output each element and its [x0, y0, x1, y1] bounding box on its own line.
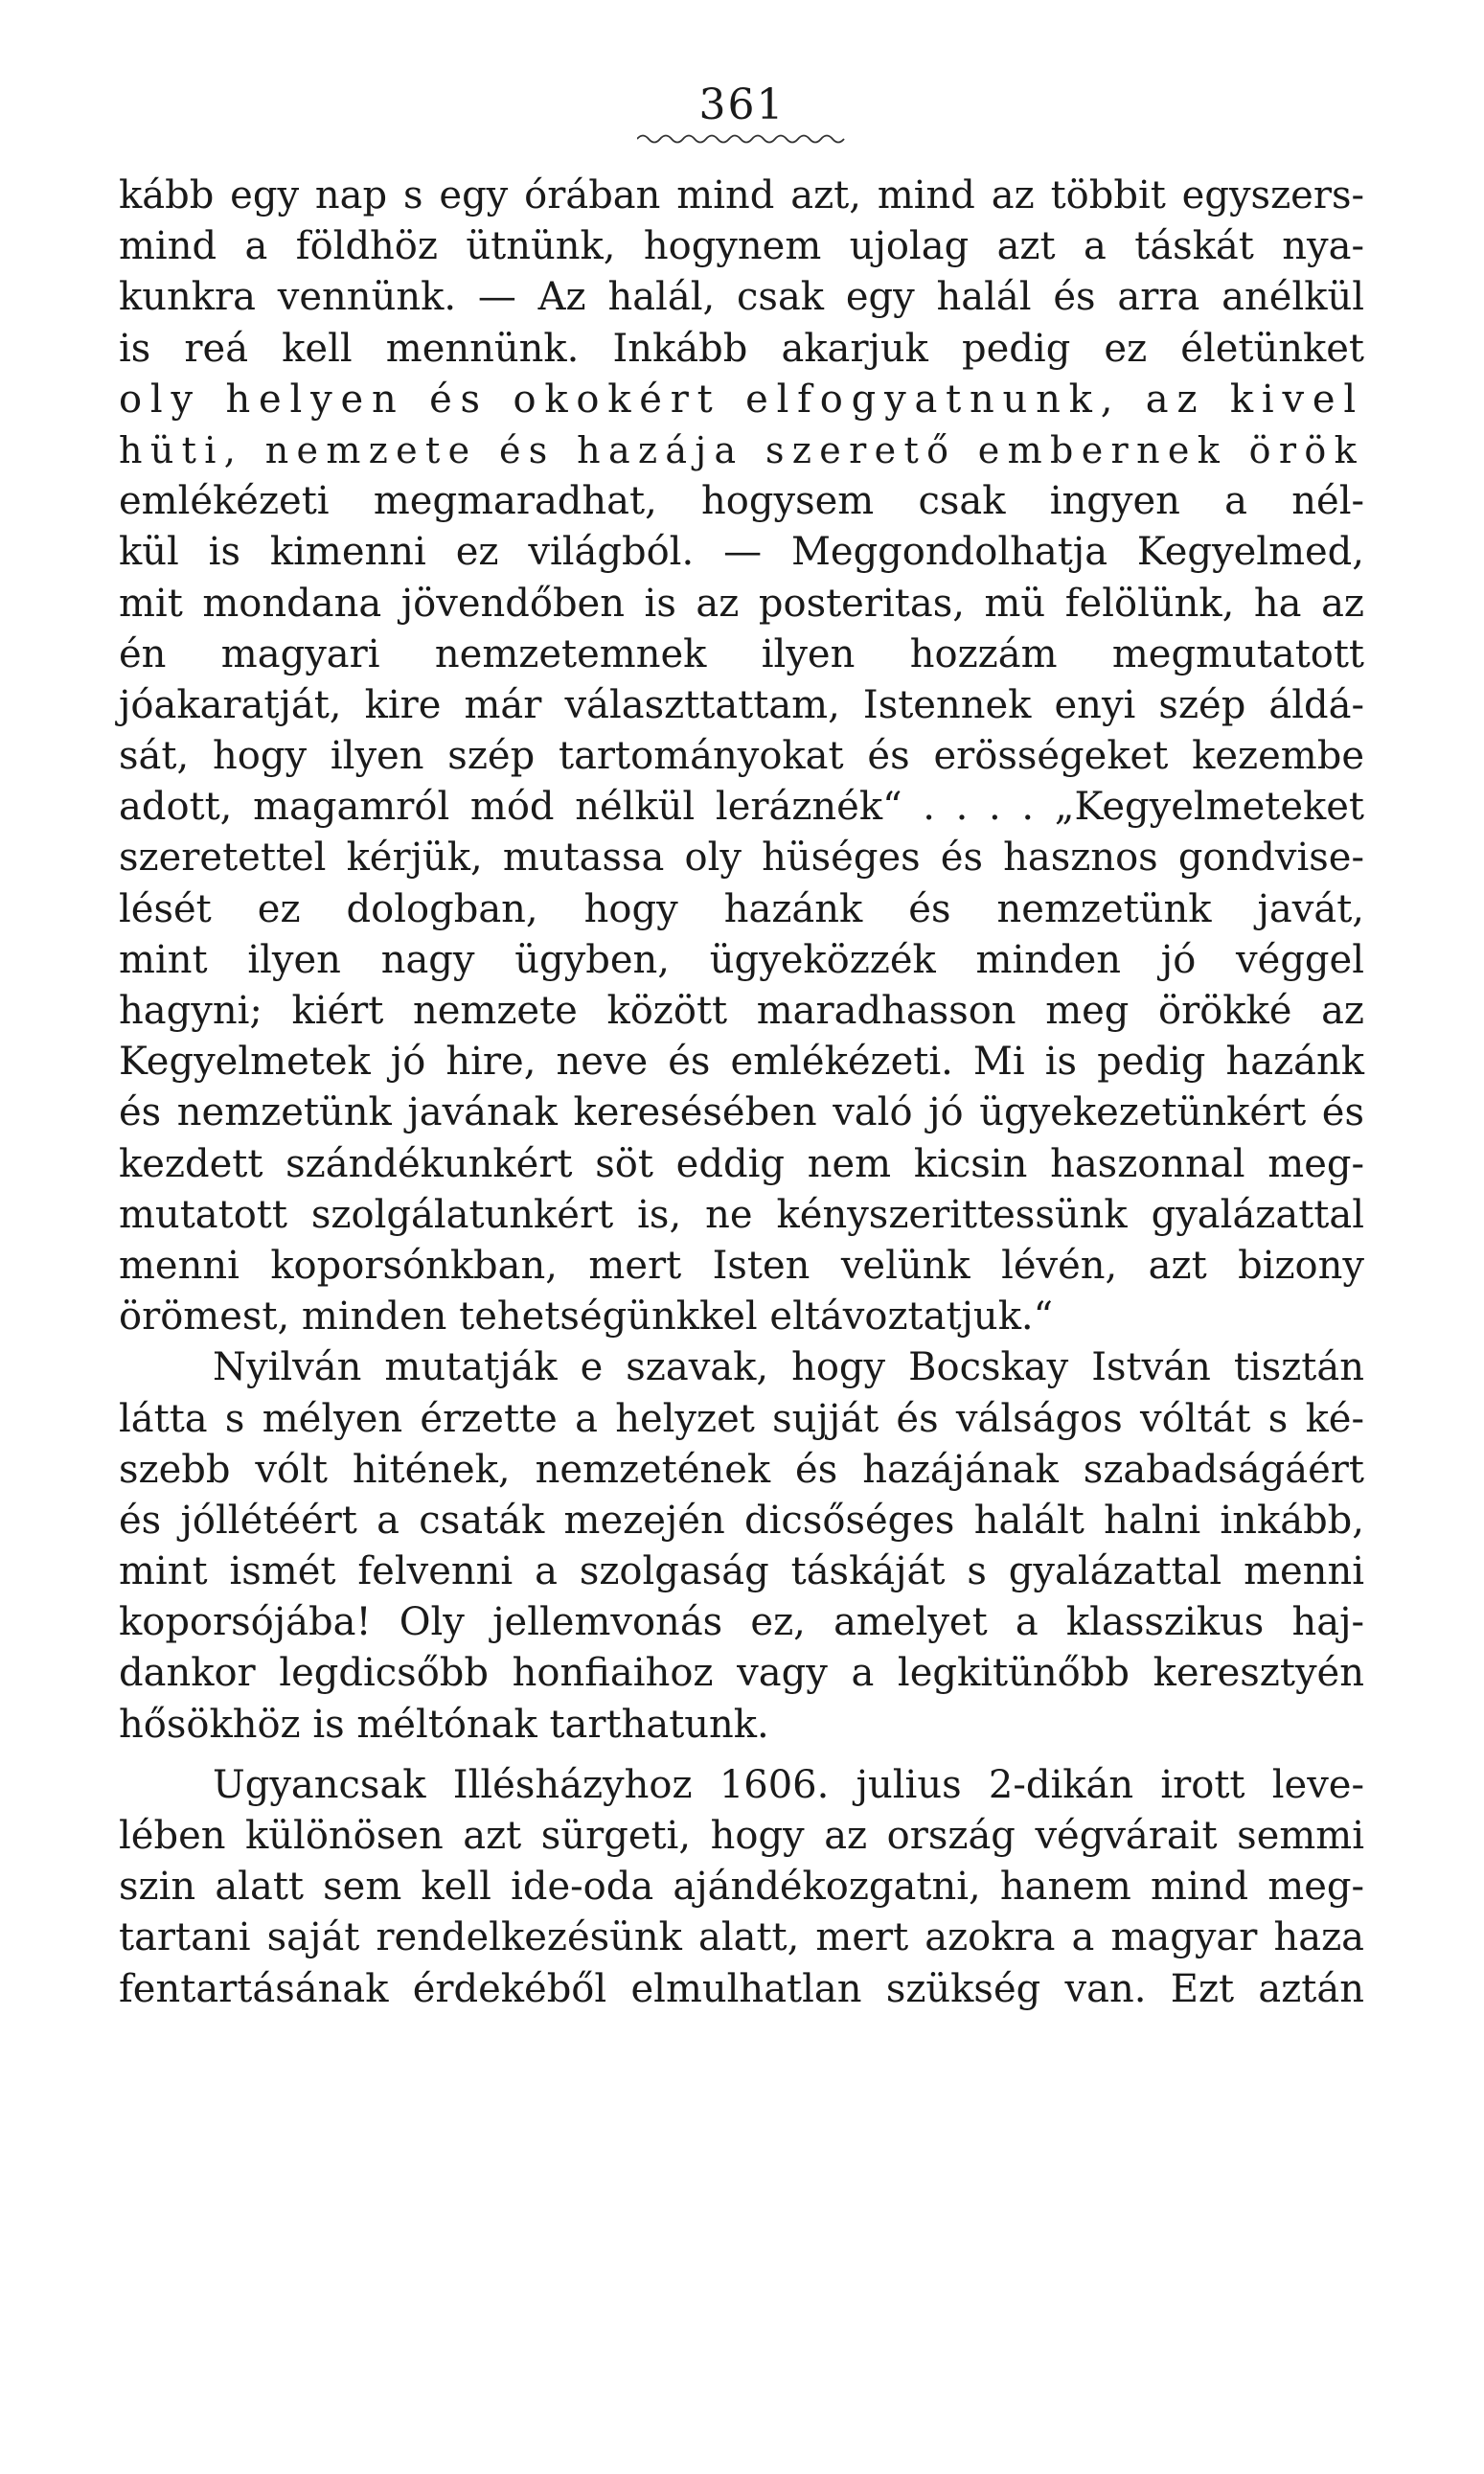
text-line: hősökhöz is méltónak tarthatunk. [119, 1702, 769, 1747]
text-line: fentartásának érdekéből elmulhatlan szükség van. Ezt aztán [119, 1966, 1364, 2011]
paragraph [119, 1342, 1364, 1751]
text-line: Ugyancsak Illésházyhoz 1606. julius 2-dikán irott leve- [213, 1762, 1364, 1807]
text-line: Nyilván mutatják e szavak, hogy Bocskay István tisztán [213, 1345, 1364, 1390]
text-line: szebb vólt hitének, nemzetének és hazájának szabadságáért [119, 1447, 1364, 1492]
text-line: is reá kell mennünk. Inkább akarjuk pedig ez életünket [119, 326, 1364, 371]
text-line: szin alatt sem kell ide-oda ajándékozgatni, hanem mind meg- [119, 1865, 1364, 1910]
text-line: örömest, minden tehetségünkkel eltávoztatjuk.“ [119, 1294, 1054, 1340]
page-number-ornament [637, 132, 847, 146]
text-line: dankor legdicsőbb honfiaihoz vagy a legkitünőbb keresztyén [119, 1651, 1364, 1696]
text-line: Kegyelmetek jó hire, neve és emlékézeti. Mi is pedig hazánk [119, 1040, 1364, 1085]
text-line: adott, magamról mód nélkül leráznék“ . . . . „Kegyelmeteket [119, 785, 1364, 830]
text-line: mit mondana jövendőben is az posteritas, mü felölünk, ha az [119, 581, 1364, 626]
text-line: lében különösen azt sürgeti, hogy az ország végvárait semmi [119, 1814, 1364, 1858]
text-line: kül is kimenni ez világból. — Meggondolhatja Kegyelmed, [119, 530, 1364, 575]
text-line: tartani saját rendelkezésünk alatt, mert azokra a magyar haza [119, 1915, 1364, 1960]
paragraph [119, 171, 1364, 1342]
text-line: kezdett szándékunkért söt eddig nem kicsin haszonnal meg- [119, 1141, 1364, 1186]
text-line: mint ismét felvenni a szolgaság táskáját s gyalázattal menni [119, 1549, 1364, 1594]
text-line: sát, hogy ilyen szép tartományokat és erösségeket kezembe [119, 734, 1364, 779]
text-line: szeretettel kérjük, mutassa oly hüséges és hasznos gondvise- [119, 836, 1364, 881]
text-line: mutatott szolgálatunkért is, ne kényszerittessünk gyalázattal [119, 1192, 1364, 1237]
text-line: koporsójába! Oly jellemvonás ez, amelyet a klasszikus haj- [119, 1600, 1364, 1645]
text-line: hüti, nemzete és hazája szerető embernek örök [119, 428, 1364, 471]
text-line: én magyari nemzetemnek ilyen hozzám megmutatott [119, 631, 1364, 676]
text-line: és nemzetünk javának keresésében való jó ügyekezetünkért és [119, 1090, 1364, 1135]
paragraph [119, 1760, 1364, 2015]
text-line: mint ilyen nagy ügyben, ügyeközzék minden jó véggel [119, 937, 1364, 982]
text-line: kább egy nap s egy órában mind azt, mind az többit egyszers- [119, 173, 1364, 218]
text-line: hagyni; kiért nemzete között maradhasson meg örökké az [119, 989, 1364, 1033]
text-line: lését ez dologban, hogy hazánk és nemzetünk javát, [119, 886, 1364, 931]
text-line: és jóllétéért a csaták mezején dicsőséges halált halni inkább, [119, 1498, 1364, 1543]
text-line: emlékézeti megmaradhat, hogysem csak ingyen a nél- [119, 479, 1364, 524]
text-line: kunkra vennünk. — Az halál, csak egy halál és arra anélkül [119, 275, 1364, 320]
text-line: jóakaratját, kire már választtattam, Istennek enyi szép áldá- [119, 682, 1364, 727]
text-line: menni koporsónkban, mert Isten velünk lévén, azt bizony [119, 1243, 1364, 1288]
text-line: mind a földhöz ütnünk, hogynem ujolag azt a táskát nya- [119, 224, 1364, 269]
text-line: látta s mélyen érzette a helyzet sujját és válságos vóltát s ké- [119, 1396, 1364, 1441]
text-line: oly helyen és okokért elfogyatnunk, az kivel [119, 377, 1364, 422]
body-text [119, 171, 1364, 2015]
page-number: 361 [698, 80, 786, 129]
